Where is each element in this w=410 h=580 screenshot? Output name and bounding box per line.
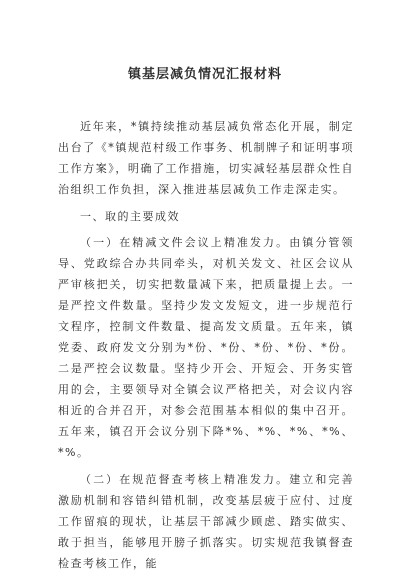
- body-paragraph: （二）在规范督查考核上精准发力。建立和完善激励机制和容错纠错机制，改变基层疲于应付、过度工作留痕的现状，让基层干部减少顾虑、踏实做实、敢于担当，能够甩开膀子抓落实。切实规范我镇督查检查考核工作，能: [58, 473, 354, 570]
- intro-paragraph: 近年来，*镇持续推动基层减负常态化开展，制定出台了《*镇规范村级工作事务、机制牌子和证明事项工作方案》，明确了工作措施，切实减轻基层群众性自治组织工作负担，深入推进基层减负工作走深走实。: [58, 120, 354, 196]
- section-heading: 一、取的主要成效: [80, 210, 180, 223]
- document-title: 镇基层减负情况汇报材料: [127, 67, 282, 82]
- document-body: [58, 116, 354, 580]
- body-paragraph: （一）在精减文件会议上精准发力。由镇分管领导、党政综合办共同牵头，对机关发文、社区会议从严审核把关，切实把数量减下来，把质量提上去。一是严控文件数量。坚持少发文发短文，进一步规范行文程序，控制文件数量、提高发文质量。五年来，镇党委、政府发文分别为*份、*份、*份、*份、*份。二是严控会议数量。坚持少开会、开短会、开务实管用的会，主要领导对全镇会议严格把关，对会议内容相近的合并召开，对参会范围基本相似的集中召开。五年来，镇召开会议分别下降*%、*%、*%、*%、*%。: [58, 236, 354, 459]
